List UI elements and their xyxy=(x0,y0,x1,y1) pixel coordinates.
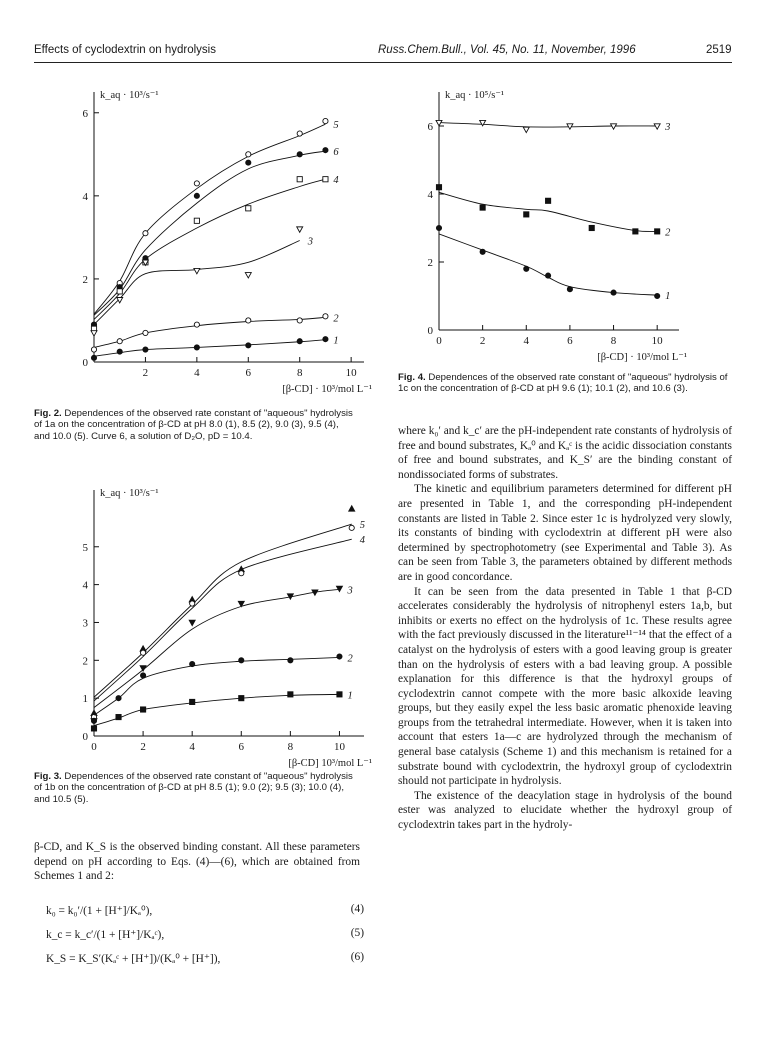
right-paragraph-1: where k₀′ and k_c′ are the pH-independent rate constants of hydrolysis of free and bound substrates, Kₐ⁰ and Kₐᶜ is the acidic dissociation constants of free and bound substrates, and K_S′ are the binding constant of nondissociated forms of substrates. xyxy=(398,425,732,481)
fig3-x-tick-label: 4 xyxy=(189,741,195,753)
fig3-series-5-label: 5 xyxy=(359,520,365,532)
fig3-x-axis-label: [β-CD] 10³/mol L⁻¹ xyxy=(288,758,372,769)
fig2-series-2-point xyxy=(194,322,199,327)
fig3-series-2-point xyxy=(239,658,244,663)
figure-3-chart xyxy=(30,478,372,769)
fig2-series-3-point xyxy=(194,268,200,273)
fig3-series-3-label: 3 xyxy=(347,585,353,597)
fig4-series-1-line xyxy=(439,234,657,295)
fig3-series-4-point xyxy=(349,525,354,530)
fig2-y-tick-label: 0 xyxy=(82,357,88,369)
fig3-plot xyxy=(83,488,373,769)
fig3-series-3-line xyxy=(94,589,339,707)
fig3-y-axis-label: k_aq · 10³/s⁻¹ xyxy=(100,488,159,499)
figure-2-chart xyxy=(30,80,372,400)
fig2-series-3-line xyxy=(94,241,300,325)
fig3-series-4-point xyxy=(190,601,195,606)
fig3-series-4-point xyxy=(140,650,145,655)
fig2-series-1-label: 1 xyxy=(333,335,339,347)
fig3-series-1-label: 1 xyxy=(347,690,353,702)
fig2-series-4-point xyxy=(246,206,251,211)
fig2-series-5-point xyxy=(194,181,199,186)
fig2-series-5-point xyxy=(297,131,302,136)
fig2-series-1-point xyxy=(194,345,199,350)
fig2-series-6-point xyxy=(297,152,302,157)
fig2-x-axis-label: [β-CD] · 10³/mol L⁻¹ xyxy=(282,384,372,395)
fig3-series-1-point xyxy=(116,714,121,719)
fig2-series-4-point xyxy=(297,177,302,182)
figure-4-caption xyxy=(398,372,732,395)
fig2-series-2-point xyxy=(143,330,148,335)
fig3-series-2-point xyxy=(337,654,342,659)
fig2-series-4-point xyxy=(117,289,122,294)
fig4-y-tick-label: 0 xyxy=(427,325,433,337)
fig2-series-1-line xyxy=(94,340,325,357)
fig4-y-tick-label: 4 xyxy=(427,189,433,201)
equation-5 xyxy=(46,927,364,941)
fig3-y-tick-label: 2 xyxy=(82,655,88,668)
fig3-series-1-point xyxy=(140,707,145,712)
fig2-plot xyxy=(83,90,373,395)
fig2-series-1-point xyxy=(91,355,96,360)
fig4-plot xyxy=(428,90,688,363)
fig4-series-3-label: 3 xyxy=(665,122,671,133)
fig2-x-tick-label: 4 xyxy=(194,367,200,379)
right-paragraph-3: It can be seen from the data presented in Table 1 that β-CD accelerates considerably the hydrolysis of nitrophenyl esters 1a,b, but inhibits or exerts no effect on the hydrolysis of 1c. These results agree with the fact previously discussed in the literature¹¹⁻¹⁴ that the effect of a catalyst on the hydrolysis of esters with a good leaving group is greater than on the hydrolysis of esters with a bad leaving group. A possible explanation for this difference is that the hydroxyl groups of cyclodextrin cannot compete with the more basic alkoxide leaving groups, but they easily expel the less basic aromatic phenoxide leaving groups from the tetrahedral intermediate. However, when it is taken into account that esters 1a—c are hydrolyzed through the mechanism of general base catalysis (Scheme 1) and this mechanism is retained for a substrate bound with cyclodextrin, the hydroxyl group of cyclodextrin should not participate in hydrolysis. xyxy=(398,585,732,788)
fig2-series-2-label: 2 xyxy=(333,313,339,325)
fig2-series-1-point xyxy=(297,339,302,344)
fig2-series-3-label: 3 xyxy=(307,236,313,248)
running-header-citation: Russ.Chem.Bull., Vol. 45, No. 11, November, 1996 xyxy=(378,44,636,56)
figure-4-caption-text: Dependences of the observed rate constant of "aqueous" hydrolysis of 1c on the concentration of β-CD at pH 9.6 (1); 10.1 (2), and 10.6 (3). xyxy=(398,372,728,395)
fig3-series-2-point xyxy=(288,658,293,663)
fig3-series-1-point xyxy=(190,699,195,704)
equation-4-text: k₀ = k₀′/(1 + [H⁺]/Kₐ⁰), xyxy=(46,905,153,917)
fig4-y-axis-label: k_aq · 10⁵/s⁻¹ xyxy=(445,90,505,101)
fig2-y-tick-label: 6 xyxy=(82,107,88,120)
running-header-title: Effects of cyclodextrin on hydrolysis xyxy=(34,44,216,56)
fig2-series-2-point xyxy=(297,318,302,323)
fig2-series-1-point xyxy=(323,337,328,342)
fig2-series-1-point xyxy=(143,347,148,352)
fig3-series-1-point xyxy=(288,692,293,697)
fig2-series-5-point xyxy=(323,118,328,123)
fig3-series-1-point xyxy=(337,692,342,697)
fig4-series-2-point xyxy=(545,198,550,203)
fig2-y-tick-label: 2 xyxy=(82,273,88,286)
equation-4 xyxy=(46,903,364,917)
fig4-series-3-point xyxy=(611,124,617,129)
fig2-series-3-point xyxy=(245,273,251,278)
fig2-series-1-point xyxy=(117,349,122,354)
fig4-series-2-point xyxy=(480,205,485,210)
fig3-x-tick-label: 2 xyxy=(140,741,146,753)
fig3-y-tick-label: 1 xyxy=(82,693,88,706)
equation-6-text: K_S = K_S′(Kₐᶜ + [H⁺])/(Kₐ⁰ + [H⁺]), xyxy=(46,953,221,965)
fig4-series-3-line xyxy=(439,123,657,127)
fig3-x-tick-label: 8 xyxy=(287,741,294,753)
figure-4-chart xyxy=(395,80,735,370)
fig3-series-2-point xyxy=(116,696,121,701)
fig3-x-tick-label: 0 xyxy=(91,741,97,753)
figure-2-caption-text: Dependences of the observed rate constant of "aqueous" hydrolysis of 1a on the concentration of β-CD at pH 8.0 (1), 8.5 (2), 9.0 (3), 9.5 (4), and 10.0 (5). Curve 6, a solution of D₂O, pD = 10.4. xyxy=(34,408,353,442)
fig3-x-tick-label: 10 xyxy=(333,741,345,753)
fig2-series-5-point xyxy=(143,231,148,236)
figure-3-caption-text: Dependences of the observed rate constant of "aqueous" hydrolysis of 1b on the concentration of β-CD at pH 8.5 (1); 9.0 (2); 9.5 (3); 10.0 (4), and 10.5 (5). xyxy=(34,771,353,805)
fig2-series-4-point xyxy=(194,218,199,223)
equation-5-number: (5) xyxy=(350,927,364,939)
fig2-series-6-line xyxy=(94,151,325,315)
figure-4-label: Fig. 4. xyxy=(398,372,426,383)
fig4-x-tick-label: 10 xyxy=(651,335,663,347)
figure-3-caption xyxy=(34,771,356,805)
fig3-series-2-point xyxy=(140,673,145,678)
fig3-series-5-line xyxy=(94,524,352,697)
fig3-y-tick-label: 5 xyxy=(82,541,88,554)
fig2-series-5-line xyxy=(94,124,325,314)
fig4-y-tick-label: 6 xyxy=(427,121,433,133)
fig2-series-6-label: 6 xyxy=(333,147,339,159)
equation-6 xyxy=(46,951,364,965)
fig4-series-3-point xyxy=(480,120,486,125)
fig2-series-2-point xyxy=(246,318,251,323)
fig2-series-3-point xyxy=(91,331,97,336)
fig2-series-6-point xyxy=(194,193,199,198)
fig3-series-2-line xyxy=(94,657,339,715)
fig3-y-tick-label: 3 xyxy=(82,617,88,630)
left-body-paragraph: β-CD, and K_S is the observed binding constant. All these parameters depend on pH according to Eqs. (4)—(6), which are obtained from Schemes 1 and 2: xyxy=(34,841,360,883)
fig2-series-6-point xyxy=(323,148,328,153)
fig4-series-2-point xyxy=(524,212,529,217)
fig4-series-2-point xyxy=(655,229,660,234)
equation-6-number: (6) xyxy=(350,951,364,963)
fig4-series-1-point xyxy=(655,293,660,298)
right-paragraph-4: The existence of the deacylation stage in hydrolysis of the bound ester was analyzed to elucidate whether the hydroxyl group of cyclodextrin takes part in the hydroly- xyxy=(398,789,732,832)
fig2-y-tick-label: 4 xyxy=(82,190,88,203)
fig2-x-tick-label: 2 xyxy=(142,367,149,379)
fig4-series-1-point xyxy=(611,290,616,295)
fig3-series-1-line xyxy=(94,694,339,725)
fig3-series-1-point xyxy=(239,696,244,701)
page-number: 2519 xyxy=(706,44,732,56)
fig2-series-2-line xyxy=(94,317,325,347)
fig4-x-axis-label: [β-CD] · 10³/mol L⁻¹ xyxy=(597,352,687,363)
fig3-x-tick-label: 6 xyxy=(238,741,245,753)
fig2-x-tick-label: 6 xyxy=(245,367,252,379)
right-paragraph-2: The kinetic and equilibrium parameters determined for different pH are presented in Table 1, and the corresponding pH-independent constants are listed in Table 2. Since ester 1c is hydrolyzed very slowly, its constants of binding with cyclodextrin at different pH were also determined by spectrophotometry (see Experimental and Table 3). As can be seen from Table 3, the parameters obtained by different methods are in good concordance. xyxy=(398,483,732,583)
fig2-x-tick-label: 8 xyxy=(296,367,303,379)
fig3-series-2-point xyxy=(91,718,96,723)
fig4-series-1-point xyxy=(436,225,441,230)
fig3-series-4-label: 4 xyxy=(359,535,365,547)
figure-2-label: Fig. 2. xyxy=(34,408,62,419)
figure-2-caption xyxy=(34,408,356,442)
fig3-y-tick-label: 0 xyxy=(82,731,88,743)
fig2-series-5-point xyxy=(246,152,251,157)
fig2-series-4-label: 4 xyxy=(333,175,339,187)
equation-4-number: (4) xyxy=(350,903,364,915)
fig2-x-tick-label: 10 xyxy=(345,367,357,379)
fig4-series-1-point xyxy=(567,287,572,292)
fig2-series-4-line xyxy=(94,179,325,319)
equation-5-text: k_c = k_c′/(1 + [H⁺]/Kₐᶜ), xyxy=(46,929,165,941)
fig4-series-1-point xyxy=(524,266,529,271)
fig3-series-3-point xyxy=(336,586,342,591)
fig4-series-2-point xyxy=(633,229,638,234)
fig2-series-2-point xyxy=(117,339,122,344)
fig3-series-4-line xyxy=(94,539,352,701)
header-rule xyxy=(34,62,732,63)
fig4-x-tick-label: 4 xyxy=(523,335,530,347)
fig4-x-tick-label: 6 xyxy=(567,335,573,347)
fig4-series-3-point xyxy=(654,124,660,129)
fig3-y-tick-label: 4 xyxy=(82,579,88,592)
fig2-series-4-point xyxy=(323,177,328,182)
fig4-x-tick-label: 2 xyxy=(479,335,486,347)
fig4-series-2-point xyxy=(589,225,594,230)
fig4-x-tick-label: 8 xyxy=(610,335,617,347)
fig3-series-3-point xyxy=(189,620,195,625)
fig2-series-2-point xyxy=(91,347,96,352)
fig4-series-1-label: 1 xyxy=(665,291,671,303)
fig4-series-2-label: 2 xyxy=(665,227,671,239)
fig3-series-1-point xyxy=(91,726,96,731)
fig2-series-6-point xyxy=(246,160,251,165)
fig4-series-1-point xyxy=(545,273,550,278)
fig2-y-axis-label: k_aq · 10³/s⁻¹ xyxy=(100,90,159,101)
fig3-series-5-point xyxy=(349,506,355,511)
fig2-series-3-point xyxy=(297,227,303,232)
fig4-x-tick-label: 0 xyxy=(436,335,442,347)
fig3-series-2-label: 2 xyxy=(347,653,353,665)
fig4-series-3-point xyxy=(523,127,529,132)
right-body-text xyxy=(398,424,732,833)
fig3-series-2-point xyxy=(190,661,195,666)
fig2-series-5-label: 5 xyxy=(333,120,339,132)
figure-3-label: Fig. 3. xyxy=(34,771,62,782)
fig2-series-1-point xyxy=(246,343,251,348)
fig4-series-1-point xyxy=(480,249,485,254)
fig2-series-2-point xyxy=(323,314,328,319)
fig4-y-tick-label: 2 xyxy=(427,257,433,269)
fig3-series-4-point xyxy=(239,571,244,576)
fig4-series-2-point xyxy=(436,185,441,190)
